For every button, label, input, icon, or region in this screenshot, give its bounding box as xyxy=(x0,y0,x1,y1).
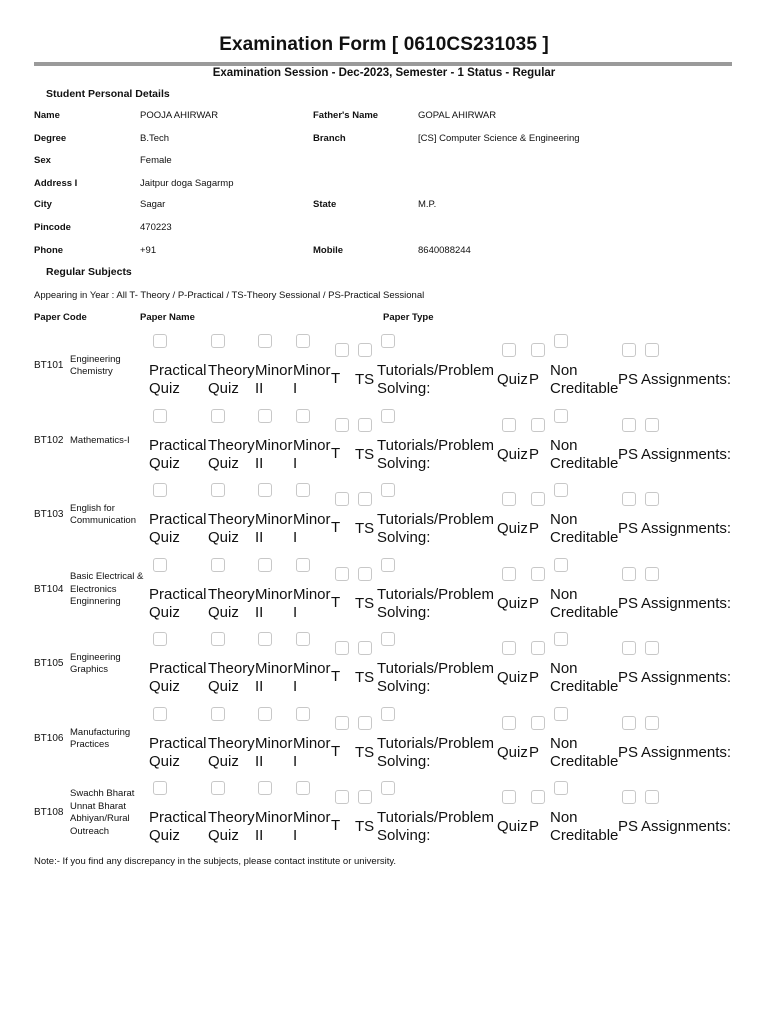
minor-ii-checkbox[interactable] xyxy=(258,781,272,795)
paper-type-label-practical-quiz: Practical Quiz xyxy=(149,809,207,844)
paper-type-label-minor-i: Minor I xyxy=(293,660,331,695)
paper-type-label-non-creditable: Non Creditable xyxy=(550,660,619,695)
practical-quiz-checkbox[interactable] xyxy=(153,334,167,348)
paper-type-label-practical-quiz: Practical Quiz xyxy=(149,735,207,770)
pincode-label: Pincode xyxy=(34,222,71,233)
subject-row xyxy=(0,332,768,406)
paper-type-label-tutorials: Tutorials/Problem Solving: xyxy=(377,511,494,546)
name-value: POOJA AHIRWAR xyxy=(140,110,219,121)
quiz-checkbox[interactable] xyxy=(502,790,516,804)
ps-checkbox[interactable] xyxy=(622,492,636,506)
non-creditable-checkbox[interactable] xyxy=(554,781,568,795)
practical-quiz-checkbox[interactable] xyxy=(153,632,167,646)
paper-type-label-theory-quiz: Theory Quiz xyxy=(208,586,255,621)
paper-type-label-ts: TS xyxy=(355,669,375,686)
address-label: Address I xyxy=(34,178,78,189)
non-creditable-checkbox[interactable] xyxy=(554,707,568,721)
paper-type-label-ts: TS xyxy=(355,520,375,537)
personal-details-heading: Student Personal Details xyxy=(46,88,170,100)
paper-type-label-quiz: Quiz xyxy=(497,744,528,761)
minor-ii-checkbox[interactable] xyxy=(258,707,272,721)
ts-checkbox[interactable] xyxy=(358,343,372,357)
city-value: Sagar xyxy=(140,199,166,210)
paper-type-label-non-creditable: Non Creditable xyxy=(550,437,619,472)
subject-row xyxy=(0,407,768,481)
minor-i-checkbox[interactable] xyxy=(296,558,310,572)
session-info: Examination Session - Dec-2023, Semester - 1 Status - Regular xyxy=(212,67,556,79)
paper-type-label-ps: PS xyxy=(618,520,639,537)
paper-type-label-t: T xyxy=(331,519,341,536)
paper-type-label-ps: PS xyxy=(618,446,639,463)
paper-type-label-p: P xyxy=(529,744,540,761)
paper-type-label-tutorials: Tutorials/Problem Solving: xyxy=(377,660,494,695)
paper-type-label-assignments: Assignments: xyxy=(641,446,732,463)
paper-type-header: Paper Type xyxy=(383,312,434,323)
paper-code: BT102 xyxy=(34,435,64,446)
ps-checkbox[interactable] xyxy=(622,418,636,432)
ps-checkbox[interactable] xyxy=(622,567,636,581)
city-label: City xyxy=(34,199,52,210)
state-label: State xyxy=(313,199,337,210)
ps-checkbox[interactable] xyxy=(622,343,636,357)
paper-code-header: Paper Code xyxy=(34,312,87,323)
tutorials-checkbox[interactable] xyxy=(381,558,395,572)
paper-type-label-minor-ii: Minor II xyxy=(255,511,293,546)
paper-type-label-ps: PS xyxy=(618,595,639,612)
paper-type-label-assignments: Assignments: xyxy=(641,744,732,761)
degree-label: Degree xyxy=(34,133,67,144)
p-checkbox[interactable] xyxy=(531,567,545,581)
state-value: M.P. xyxy=(418,199,437,210)
paper-code: BT105 xyxy=(34,658,64,669)
non-creditable-checkbox[interactable] xyxy=(554,558,568,572)
paper-type-label-assignments: Assignments: xyxy=(641,371,732,388)
address-value: Jaitpur doga Sagarmp xyxy=(140,178,234,189)
father-name-label: Father's Name xyxy=(313,110,379,121)
paper-type-label-assignments: Assignments: xyxy=(641,520,732,537)
paper-type-label-minor-i: Minor I xyxy=(293,362,331,397)
subject-row xyxy=(0,481,768,555)
paper-type-label-minor-i: Minor I xyxy=(293,735,331,770)
paper-type-label-p: P xyxy=(529,595,540,612)
practical-quiz-checkbox[interactable] xyxy=(153,558,167,572)
paper-type-label-t: T xyxy=(331,743,341,760)
paper-type-label-ps: PS xyxy=(618,669,639,686)
paper-name: Manufacturing Practices xyxy=(70,726,131,750)
subject-row xyxy=(0,556,768,630)
subject-row xyxy=(0,630,768,704)
theory-quiz-checkbox[interactable] xyxy=(211,632,225,646)
quiz-checkbox[interactable] xyxy=(502,567,516,581)
ts-checkbox[interactable] xyxy=(358,492,372,506)
paper-type-label-minor-i: Minor I xyxy=(293,437,331,472)
paper-type-label-tutorials: Tutorials/Problem Solving: xyxy=(377,362,494,397)
quiz-checkbox[interactable] xyxy=(502,418,516,432)
paper-type-label-non-creditable: Non Creditable xyxy=(550,735,619,770)
practical-quiz-checkbox[interactable] xyxy=(153,781,167,795)
paper-type-label-p: P xyxy=(529,669,540,686)
t-checkbox[interactable] xyxy=(335,790,349,804)
minor-ii-checkbox[interactable] xyxy=(258,483,272,497)
mobile-value: 8640088244 xyxy=(418,245,471,256)
paper-type-label-t: T xyxy=(331,817,341,834)
paper-type-label-tutorials: Tutorials/Problem Solving: xyxy=(377,586,494,621)
minor-i-checkbox[interactable] xyxy=(296,409,310,423)
paper-type-label-theory-quiz: Theory Quiz xyxy=(208,362,255,397)
ps-checkbox[interactable] xyxy=(622,641,636,655)
p-checkbox[interactable] xyxy=(531,641,545,655)
paper-type-label-tutorials: Tutorials/Problem Solving: xyxy=(377,809,494,844)
assignments-checkbox[interactable] xyxy=(645,343,659,357)
p-checkbox[interactable] xyxy=(531,492,545,506)
phone-value: +91 xyxy=(140,245,157,256)
minor-ii-checkbox[interactable] xyxy=(258,334,272,348)
paper-type-label-minor-ii: Minor II xyxy=(255,586,293,621)
t-checkbox[interactable] xyxy=(335,343,349,357)
paper-type-label-practical-quiz: Practical Quiz xyxy=(149,362,207,397)
paper-type-label-non-creditable: Non Creditable xyxy=(550,586,619,621)
paper-type-label-ps: PS xyxy=(618,818,639,835)
paper-type-label-tutorials: Tutorials/Problem Solving: xyxy=(377,735,494,770)
regular-subjects-heading: Regular Subjects xyxy=(46,266,132,278)
minor-ii-checkbox[interactable] xyxy=(258,632,272,646)
ps-checkbox[interactable] xyxy=(622,790,636,804)
paper-type-label-assignments: Assignments: xyxy=(641,595,732,612)
paper-type-label-theory-quiz: Theory Quiz xyxy=(208,437,255,472)
paper-type-label-non-creditable: Non Creditable xyxy=(550,362,619,397)
paper-code: BT103 xyxy=(34,509,64,520)
degree-value: B.Tech xyxy=(140,133,170,144)
theory-quiz-checkbox[interactable] xyxy=(211,334,225,348)
paper-type-label-ps: PS xyxy=(618,744,639,761)
paper-type-label-minor-i: Minor I xyxy=(293,809,331,844)
practical-quiz-checkbox[interactable] xyxy=(153,483,167,497)
paper-type-label-ts: TS xyxy=(355,371,375,388)
minor-i-checkbox[interactable] xyxy=(296,632,310,646)
subject-row xyxy=(0,779,768,853)
tutorials-checkbox[interactable] xyxy=(381,483,395,497)
t-checkbox[interactable] xyxy=(335,492,349,506)
practical-quiz-checkbox[interactable] xyxy=(153,409,167,423)
paper-code: BT106 xyxy=(34,733,64,744)
t-checkbox[interactable] xyxy=(335,716,349,730)
title-divider xyxy=(34,62,732,66)
paper-type-label-quiz: Quiz xyxy=(497,446,528,463)
paper-type-label-minor-ii: Minor II xyxy=(255,809,293,844)
branch-value: [CS] Computer Science & Engineering xyxy=(418,133,580,144)
ts-checkbox[interactable] xyxy=(358,790,372,804)
paper-type-label-quiz: Quiz xyxy=(497,520,528,537)
paper-type-label-practical-quiz: Practical Quiz xyxy=(149,660,207,695)
ts-checkbox[interactable] xyxy=(358,641,372,655)
father-name-value: GOPAL AHIRWAR xyxy=(418,110,497,121)
paper-type-label-ts: TS xyxy=(355,446,375,463)
quiz-checkbox[interactable] xyxy=(502,716,516,730)
paper-type-label-t: T xyxy=(331,370,341,387)
pincode-value: 470223 xyxy=(140,222,172,233)
paper-type-label-minor-ii: Minor II xyxy=(255,437,293,472)
paper-type-label-p: P xyxy=(529,371,540,388)
paper-type-label-theory-quiz: Theory Quiz xyxy=(208,660,255,695)
assignments-checkbox[interactable] xyxy=(645,790,659,804)
paper-type-label-non-creditable: Non Creditable xyxy=(550,809,619,844)
p-checkbox[interactable] xyxy=(531,790,545,804)
theory-quiz-checkbox[interactable] xyxy=(211,483,225,497)
paper-type-label-assignments: Assignments: xyxy=(641,669,732,686)
paper-type-label-p: P xyxy=(529,446,540,463)
paper-type-label-quiz: Quiz xyxy=(497,595,528,612)
paper-name-header: Paper Name xyxy=(140,312,195,323)
paper-type-label-quiz: Quiz xyxy=(497,669,528,686)
phone-label: Phone xyxy=(34,245,64,256)
ts-checkbox[interactable] xyxy=(358,716,372,730)
tutorials-checkbox[interactable] xyxy=(381,334,395,348)
paper-type-label-theory-quiz: Theory Quiz xyxy=(208,809,255,844)
tutorials-checkbox[interactable] xyxy=(381,781,395,795)
paper-type-label-quiz: Quiz xyxy=(497,818,528,835)
paper-type-label-ps: PS xyxy=(618,371,639,388)
appearing-note: Appearing in Year : All T- Theory / P-Practical / TS-Theory Sessional / PS-Practical Sessional xyxy=(34,290,425,301)
paper-type-label-practical-quiz: Practical Quiz xyxy=(149,586,207,621)
subject-row xyxy=(0,705,768,779)
paper-type-label-theory-quiz: Theory Quiz xyxy=(208,511,255,546)
quiz-checkbox[interactable] xyxy=(502,492,516,506)
t-checkbox[interactable] xyxy=(335,641,349,655)
paper-type-label-minor-ii: Minor II xyxy=(255,735,293,770)
t-checkbox[interactable] xyxy=(335,567,349,581)
paper-type-label-t: T xyxy=(331,668,341,685)
ts-checkbox[interactable] xyxy=(358,567,372,581)
p-checkbox[interactable] xyxy=(531,343,545,357)
theory-quiz-checkbox[interactable] xyxy=(211,781,225,795)
paper-name: Mathematics-I xyxy=(70,434,130,446)
paper-type-label-p: P xyxy=(529,520,540,537)
paper-code: BT101 xyxy=(34,360,64,371)
paper-type-label-ts: TS xyxy=(355,595,375,612)
paper-type-label-minor-ii: Minor II xyxy=(255,660,293,695)
minor-i-checkbox[interactable] xyxy=(296,781,310,795)
practical-quiz-checkbox[interactable] xyxy=(153,707,167,721)
theory-quiz-checkbox[interactable] xyxy=(211,707,225,721)
paper-type-label-non-creditable: Non Creditable xyxy=(550,511,619,546)
paper-type-label-ts: TS xyxy=(355,744,375,761)
paper-type-label-ts: TS xyxy=(355,818,375,835)
t-checkbox[interactable] xyxy=(335,418,349,432)
assignments-checkbox[interactable] xyxy=(645,641,659,655)
minor-ii-checkbox[interactable] xyxy=(258,558,272,572)
paper-type-label-t: T xyxy=(331,445,341,462)
branch-label: Branch xyxy=(313,133,346,144)
sex-value: Female xyxy=(140,155,172,166)
page-title: Examination Form [ 0610CS231035 ] xyxy=(219,34,549,55)
assignments-checkbox[interactable] xyxy=(645,716,659,730)
paper-name: Swachh Bharat Unnat Bharat Abhiyan/Rural Outreach xyxy=(70,788,135,837)
minor-i-checkbox[interactable] xyxy=(296,483,310,497)
paper-type-label-t: T xyxy=(331,594,341,611)
name-label: Name xyxy=(34,110,60,121)
tutorials-checkbox[interactable] xyxy=(381,707,395,721)
assignments-checkbox[interactable] xyxy=(645,567,659,581)
paper-type-label-practical-quiz: Practical Quiz xyxy=(149,511,207,546)
non-creditable-checkbox[interactable] xyxy=(554,409,568,423)
paper-code: BT104 xyxy=(34,584,64,595)
tutorials-checkbox[interactable] xyxy=(381,632,395,646)
paper-name: Engineering Chemistry xyxy=(70,353,121,377)
assignments-checkbox[interactable] xyxy=(645,418,659,432)
ts-checkbox[interactable] xyxy=(358,418,372,432)
theory-quiz-checkbox[interactable] xyxy=(211,409,225,423)
assignments-checkbox[interactable] xyxy=(645,492,659,506)
paper-type-label-p: P xyxy=(529,818,540,835)
paper-type-label-theory-quiz: Theory Quiz xyxy=(208,735,255,770)
paper-type-label-minor-i: Minor I xyxy=(293,586,331,621)
paper-type-label-assignments: Assignments: xyxy=(641,818,732,835)
paper-type-label-tutorials: Tutorials/Problem Solving: xyxy=(377,437,494,472)
theory-quiz-checkbox[interactable] xyxy=(211,558,225,572)
paper-type-label-minor-i: Minor I xyxy=(293,511,331,546)
tutorials-checkbox[interactable] xyxy=(381,409,395,423)
quiz-checkbox[interactable] xyxy=(502,343,516,357)
non-creditable-checkbox[interactable] xyxy=(554,483,568,497)
discrepancy-note: Note:- If you find any discrepancy in the subjects, please contact institute or university. xyxy=(34,856,397,867)
paper-type-label-minor-ii: Minor II xyxy=(255,362,293,397)
p-checkbox[interactable] xyxy=(531,418,545,432)
mobile-label: Mobile xyxy=(313,245,344,256)
minor-ii-checkbox[interactable] xyxy=(258,409,272,423)
ps-checkbox[interactable] xyxy=(622,716,636,730)
paper-type-label-quiz: Quiz xyxy=(497,371,528,388)
p-checkbox[interactable] xyxy=(531,716,545,730)
minor-i-checkbox[interactable] xyxy=(296,334,310,348)
sex-label: Sex xyxy=(34,155,51,166)
non-creditable-checkbox[interactable] xyxy=(554,334,568,348)
paper-code: BT108 xyxy=(34,807,64,818)
paper-type-label-practical-quiz: Practical Quiz xyxy=(149,437,207,472)
paper-name: Engineering Graphics xyxy=(70,651,121,675)
quiz-checkbox[interactable] xyxy=(502,641,516,655)
paper-name: Basic Electrical & Electronics Enginnering xyxy=(70,571,144,608)
paper-name: English for Communication xyxy=(70,502,136,526)
minor-i-checkbox[interactable] xyxy=(296,707,310,721)
non-creditable-checkbox[interactable] xyxy=(554,632,568,646)
